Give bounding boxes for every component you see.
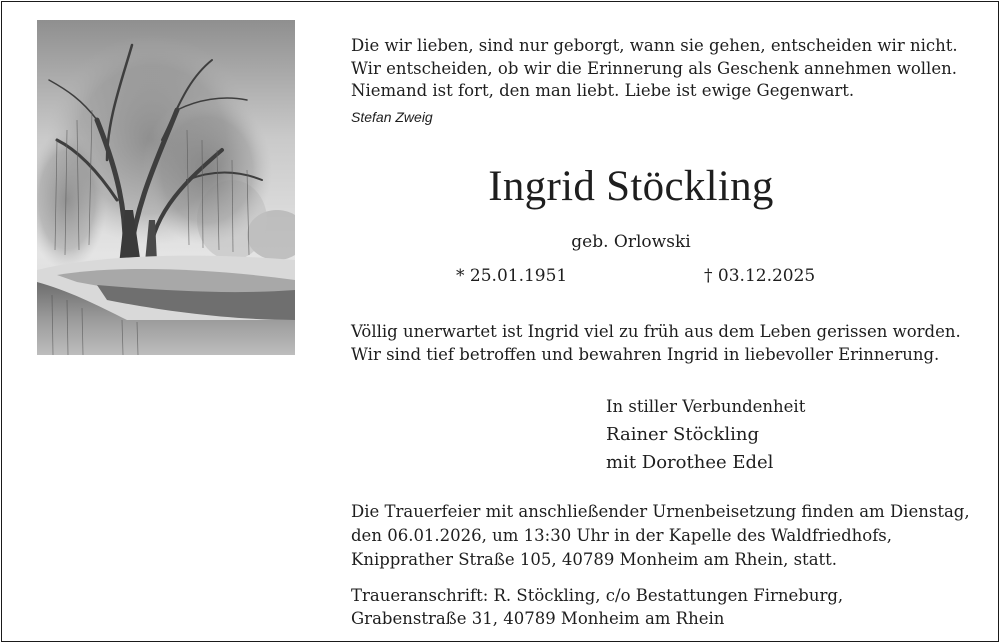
- message-line: Wir sind tief betroffen und bewahren Ingrid in liebevoller Erinnerung.: [351, 345, 940, 364]
- quote-line: Wir entscheiden, ob wir die Erinnerung als Geschenk annehmen wollen.: [351, 59, 957, 78]
- message-line: Völlig unerwartet ist Ingrid viel zu früh aus dem Leben gerissen worden.: [351, 322, 961, 341]
- address-line: Traueranschrift: R. Stöckling, c/o Bestattungen Firneburg,: [351, 586, 844, 605]
- death-date: † 03.12.2025: [704, 266, 816, 286]
- birth-date: * 25.01.1951: [456, 266, 568, 286]
- quote-line: Niemand ist fort, den man liebt. Liebe ist ewige Gegenwart.: [351, 81, 855, 100]
- signature-intro: In stiller Verbundenheit: [606, 397, 806, 416]
- birth-name: geb. Orlowski: [571, 232, 691, 252]
- willow-tree-photo: [37, 20, 295, 355]
- signature-name: Rainer Stöckling: [606, 424, 760, 445]
- quote-author: Stefan Zweig: [351, 109, 433, 125]
- ceremony-line: Die Trauerfeier mit anschließender Urnenbeisetzung finden am Dienstag,: [351, 502, 970, 521]
- signature-name: mit Dorothee Edel: [606, 452, 774, 473]
- deceased-name: Ingrid Stöckling: [488, 163, 774, 210]
- address-line: Grabenstraße 31, 40789 Monheim am Rhein: [351, 609, 725, 628]
- ceremony-line: den 06.01.2026, um 13:30 Uhr in der Kapelle des Waldfriedhofs,: [351, 526, 893, 545]
- quote-line: Die wir lieben, sind nur geborgt, wann sie gehen, entscheiden wir nicht.: [351, 36, 958, 55]
- ceremony-line: Knipprather Straße 105, 40789 Monheim am Rhein, statt.: [351, 550, 838, 569]
